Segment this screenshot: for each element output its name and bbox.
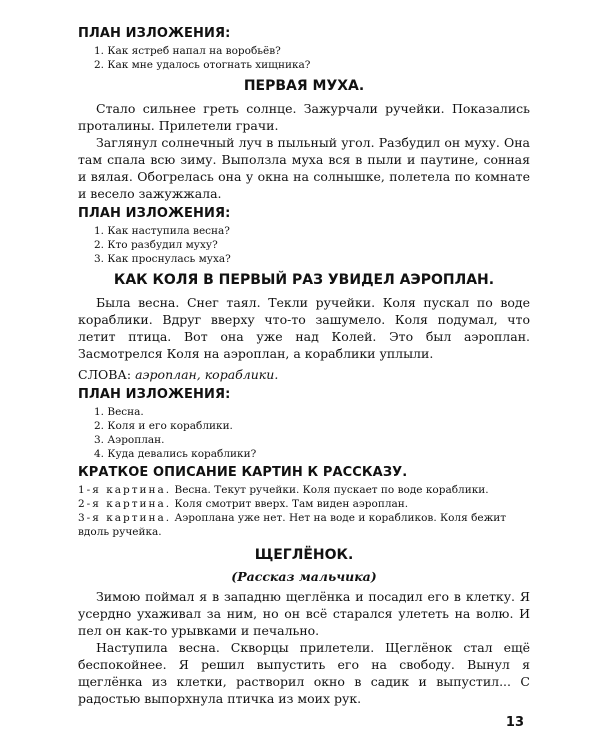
story-paragraph: Наступила весна. Скворцы прилетели. Щеглёнок стал ещё беспокойнее. Я решил выпустить его на свободу. Вынул я щеглёнка из клетки, растворил окно в садик и выпустил... С радостью выпорхнула птичка из моих рук.: [78, 640, 530, 706]
plan-item: 2. Как мне удалось отогнать хищника?: [94, 59, 311, 71]
plan-item: 2. Кто разбудил муху?: [94, 239, 218, 251]
story-paragraph: Зимою поймал я в западню щеглёнка и посадил его в клетку. Я усердно ухаживал за ним, но он всё старался улететь на волю. И пел он как-то урывками и печально.: [78, 589, 530, 638]
story-title-first-fly: ПЕРВАЯ МУХА.: [243, 78, 365, 94]
story-title-kolya-airplane: КАК КОЛЯ В ПЕРВЫЙ РАЗ УВИДЕЛ АЭРОПЛАН.: [113, 272, 495, 288]
plan-list: [78, 224, 530, 266]
story-paragraph: Заглянул солнечный луч в пыльный угол. Разбудил он муху. Она там спала всю зиму. Выползла муха вся в пыли и паутине, сонная и вялая. Обогрелась она у окна на солнышке, полетела по комнате и весело зажужжала.: [78, 135, 530, 201]
picture-text: Весна. Текут ручейки. Коля пускает по воде кораблики.: [171, 484, 489, 496]
story-title-goldfinch: ЩЕГЛЁНОК.: [254, 547, 354, 563]
story-paragraph: Была весна. Снег таял. Текли ручейки. Коля пускал по воде кораблики. Вдруг вверху что-то зашумело. Коля подумал, что летит птица. Вот она уже над Колей. Это был аэроплан. Засмотрелся Коля на аэроплан, а кораблики уплыли.: [78, 295, 530, 361]
plan-1: [78, 26, 530, 72]
plan-item: 2. Коля и его кораблики.: [94, 420, 233, 432]
page-number: 13: [505, 715, 524, 730]
plan-heading: ПЛАН ИЗЛОЖЕНИЯ:: [78, 387, 231, 402]
picture-label: 1-я картина.: [78, 484, 172, 496]
picture-text: Аэроплана уже нет. Нет на воде и корабликов. Коля бежит вдоль ручейка.: [78, 512, 507, 538]
plan-item: 1. Весна.: [94, 406, 144, 418]
plan-item: 3. Как проснулась муха?: [94, 253, 231, 265]
picture-label: 2-я картина.: [78, 498, 172, 510]
plan-heading: ПЛАН ИЗЛОЖЕНИЯ:: [78, 206, 231, 221]
plan-item: 3. Аэроплан.: [94, 434, 165, 446]
story-subtitle: (Рассказ мальчика): [231, 569, 377, 584]
plan-list: [78, 44, 530, 72]
plan-heading: ПЛАН ИЗЛОЖЕНИЯ:: [78, 26, 231, 41]
words-label: СЛОВА:: [78, 367, 136, 382]
picture-item: [78, 511, 530, 539]
plan-item: 1. Как наступила весна?: [94, 225, 230, 237]
plan-2: [78, 206, 530, 266]
words-list: аэроплан, кораблики.: [135, 367, 279, 382]
picture-item: [78, 483, 530, 497]
pictures-description: [78, 465, 530, 539]
plan-3: [78, 387, 530, 461]
plan-item: 4. Куда девались кораблики?: [94, 448, 257, 460]
story-paragraph: Стало сильнее греть солнце. Зажурчали ручейки. Показались проталины. Прилетели грачи.: [78, 101, 530, 133]
vocabulary-words: [78, 366, 530, 383]
picture-item: [78, 497, 530, 511]
pictures-heading: КРАТКОЕ ОПИСАНИЕ КАРТИН К РАССКАЗУ.: [78, 465, 408, 480]
plan-list: [78, 405, 530, 461]
picture-text: Коля смотрит вверх. Там виден аэроплан.: [171, 498, 409, 510]
picture-label: 3-я картина.: [78, 512, 172, 524]
plan-item: 1. Как ястреб напал на воробьёв?: [94, 45, 281, 57]
